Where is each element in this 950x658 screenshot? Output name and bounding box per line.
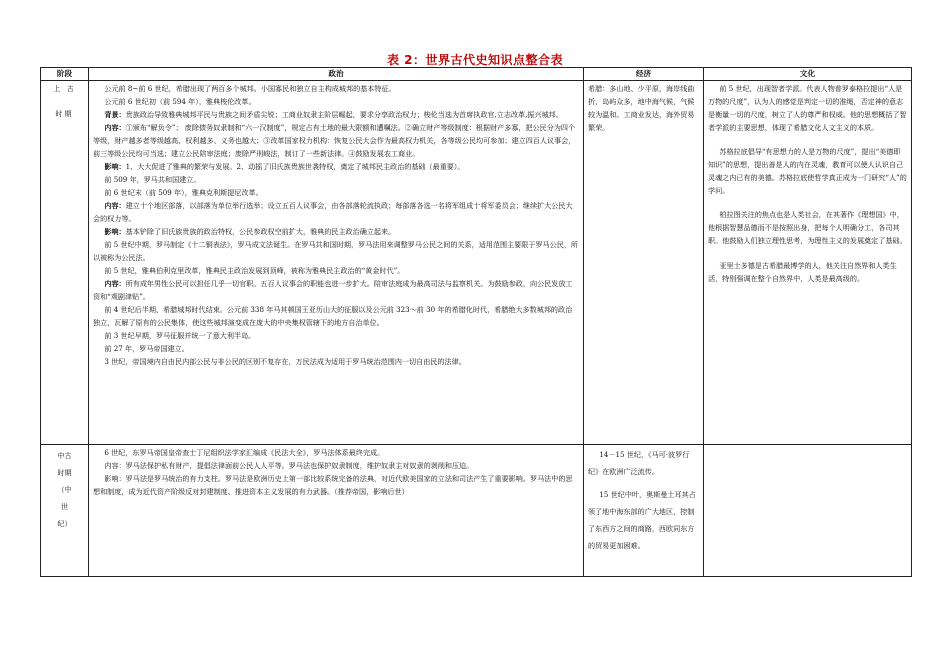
stage-label-line: 时期 <box>55 109 74 118</box>
header-culture: 文化 <box>704 68 912 81</box>
paragraph-text: 公元前 6 世纪初（前 594 年），雅典梭伦改革。 <box>104 97 256 106</box>
paragraph-text: 1、大大促进了雅典的繁荣与发展。2、动摇了旧氏族贵族世袭特权，奠定了城邦民主政治的基础（最重要）。 <box>125 162 465 171</box>
politics-paragraphs <box>93 446 579 498</box>
politics-paragraph <box>93 329 579 342</box>
politics-paragraph <box>93 121 579 160</box>
economy-cell-ancient <box>584 81 704 445</box>
politics-paragraph <box>93 95 579 108</box>
keyword-label: 影响： <box>104 227 126 236</box>
politics-paragraph <box>93 277 579 303</box>
paragraph-text: 建立十个地区部落，以部落为单位举行选举；设立五百人议事会，由各部落轮流执政；每部落各选一名将军组成十将军委员会；继续扩大公民大会的权力等。 <box>93 201 573 223</box>
keyword-label: 内容： <box>104 123 126 132</box>
keyword-label: 背景： <box>104 110 126 119</box>
header-economy: 经济 <box>584 68 704 81</box>
stage-label-line: （中 <box>57 485 72 494</box>
stage-label-line: 中古 <box>57 451 72 460</box>
politics-paragraph <box>93 355 579 368</box>
culture-paragraph: 前 5 世纪，出现智者学派。代表人物普罗泰格拉提出“人是万物的尺度”，认为人的感觉是判定一切的准绳，否定神的意志是衡量一切的尺度，树立了人的尊严和权威。他的思想概括了智者学派的主要思想，体现了希腊文化人文主义的本质。 <box>708 84 907 132</box>
keyword-label: 内容： <box>104 279 126 288</box>
paragraph-text: 公元前 8~前 6 世纪，希腊出现了两百多个城邦。小国寡民和独立自主构成城邦的基本特征。 <box>104 84 396 93</box>
paragraph-text: 贵族政治导致雅典城邦平民与贵族之间矛盾尖锐；工商业奴隶主阶层崛起，要求分享政治权力；梭伦当选为首席执政官,立志改革,振兴城邦。 <box>125 110 563 119</box>
stage-label-line: 世 <box>60 502 69 511</box>
culture-cell-medieval <box>704 445 912 577</box>
paragraph-text: 6 世纪，东罗马帝国皇帝查士丁尼组织法学家汇编成《民法大全》，罗马法体系最终完成。 <box>104 448 385 457</box>
header-stage: 阶段 <box>41 68 89 81</box>
politics-paragraph <box>93 82 579 95</box>
politics-paragraph <box>93 264 579 277</box>
politics-paragraph <box>93 186 579 199</box>
culture-paragraph: 亚里士多德是古希腊最博学的人，他关注自然界和人类生活，特别强调在整个自然界中，人类是最高级的。 <box>708 261 897 283</box>
paragraph-text: 前 3 世纪早期，罗马征服并统一了意大利半岛。 <box>104 331 256 340</box>
header-row <box>41 68 912 81</box>
paragraph-text: 3 世纪，帝国境内自由民内部公民与非公民的区别不复存在，万民法成为适用于罗马统治范围内一切自由民的法律。 <box>104 357 466 366</box>
politics-paragraph <box>93 472 579 498</box>
politics-paragraph <box>93 225 579 238</box>
paragraph-text: 内容：罗马法保护私有财产，提倡法律面前公民人人平等。罗马法也保护奴隶制度，维护奴隶主对奴隶的剥削和压迫。 <box>104 461 474 470</box>
paragraph-text: 前 6 世纪末（前 509 年），雅典克利斯提尼改革。 <box>104 188 263 197</box>
paragraph-text: 所有成年男性公民可以担任几乎一切官职。五百人议事会的职能也进一步扩大。陪审法庭成为最高司法与监察机关。为鼓励参政，向公民发放工资和“观剧津贴”。 <box>93 279 573 301</box>
stage-label-line: 时期 <box>57 468 72 477</box>
paragraph-text: ①颁布“解负令”； 废除债务奴隶制和“六一汉制度”，规定占有土地的最大限额和遭嘱法。②确立财产等级制度：根据财产多寡，把公民分为四个等级，财产越多者等级越高、权利越多、义务也越大；③改革国家权力机构：恢复公民大会作为最高权力机关，各等级公民均可参加；建立四百人议事会，前三等级公民均可当选；建立公民陪审法庭；废除严刑峻法，制订了一些新法律。④鼓励发展农工商业。 <box>93 123 576 158</box>
keyword-label: 内容： <box>104 201 126 210</box>
politics-paragraph <box>93 238 579 264</box>
politics-paragraph <box>93 446 579 459</box>
politics-paragraphs <box>93 82 579 368</box>
politics-cell-ancient <box>89 81 584 445</box>
stage-cell-ancient <box>41 81 89 445</box>
politics-paragraph <box>93 303 579 329</box>
knowledge-table <box>40 67 912 577</box>
politics-paragraph <box>93 173 579 186</box>
economy-paragraph: 14－15 世纪，《马可·波罗行纪》在欧洲广泛流传。 <box>588 450 690 476</box>
paragraph-text: 影响：罗马法是罗马统治的有力支柱。罗马法是欧洲历史上第一部比较系统完备的法典，对近代欧美国家的立法和司法产生了重要影响。罗马法中的思想和制度，成为近代资产阶级反对封建制度、推进资本主义发展的有力武器。（推荐帝国，影响后世） <box>93 474 573 496</box>
culture-cell-ancient <box>704 81 912 445</box>
politics-cell-medieval <box>89 445 584 577</box>
paragraph-text: 前 5 世纪，雅典伯利克里改革，雅典民主政治发展到顶峰，被称为雅典民主政治的“黄金时代”。 <box>104 266 405 275</box>
table-row-medieval <box>41 445 912 577</box>
politics-paragraph <box>93 160 579 173</box>
economy-cell-medieval <box>584 445 704 577</box>
culture-paragraph: 苏格拉底倡导“有思想力的人是万物的尺度”，提出“美德即知识”的思想，提出善是人的内在灵魂，教育可以使人认识自己灵魂之内已有的美德。苏格拉底使哲学真正成为一门研究“人”的学问。 <box>708 147 907 195</box>
stage-label-line: 上 古 <box>53 84 76 93</box>
economy-paragraph: 希腊：多山地、少平原，海岸线曲折，岛屿众多，地中海气候，气候较为温和。工商业发达，海外贸易繁荣。 <box>588 84 695 132</box>
stage-label-line: 纪） <box>57 519 72 528</box>
paragraph-text: 基本铲除了旧氏族贵族的政治特权，公民参政权空前扩大，雅典的民主政治确立起来。 <box>125 227 396 236</box>
header-politics: 政治 <box>89 68 584 81</box>
keyword-label: 影响： <box>104 162 126 171</box>
culture-paragraph: 柏拉图关注的焦点也是人类社会，在其著作《理想国》中，他根据智慧品德而不是按照出身，把每个人明确分工，各司其职。他鼓励人们独立理性思考，为理性主义的发展奠定了基础。 <box>708 210 907 245</box>
stage-cell-medieval <box>41 445 89 577</box>
politics-paragraph <box>93 459 579 472</box>
paragraph-text: 前 27 年，罗马帝国建立。 <box>104 344 189 353</box>
table-row-ancient <box>41 81 912 445</box>
economy-paragraph: 15 世纪中叶，奥斯曼土耳其占领了地中海东部的广大地区，控制了东西方之间的商路，西欧同东方的贸易更加困难。 <box>588 490 696 550</box>
politics-paragraph <box>93 342 579 355</box>
politics-paragraph <box>93 108 579 121</box>
paragraph-text: 前 4 世纪后半期，希腊城邦时代结束。公元前 338 年马其顿国王亚历山大的征服以及公元前 323～前 30 年的希腊化时代，希腊绝大多数城邦的政治独立，瓦解了原有的公民集体，使这些城邦演变成在庞大的中央集权管辖下的地方自治单位。 <box>93 305 573 327</box>
paragraph-text: 前 5 世纪中期，罗马制定《十二铜表法》，罗马成文法诞生。在罗马共和国时期，罗马法用来调整罗马公民之间的关系，适用范围主要限于罗马公民，所以被称为公民法。 <box>93 240 579 262</box>
paragraph-text: 前 509 年，罗马共和国建立。 <box>104 175 201 184</box>
document-title: 表 2：世界古代史知识点整合表 <box>386 53 564 67</box>
politics-paragraph <box>93 199 579 225</box>
